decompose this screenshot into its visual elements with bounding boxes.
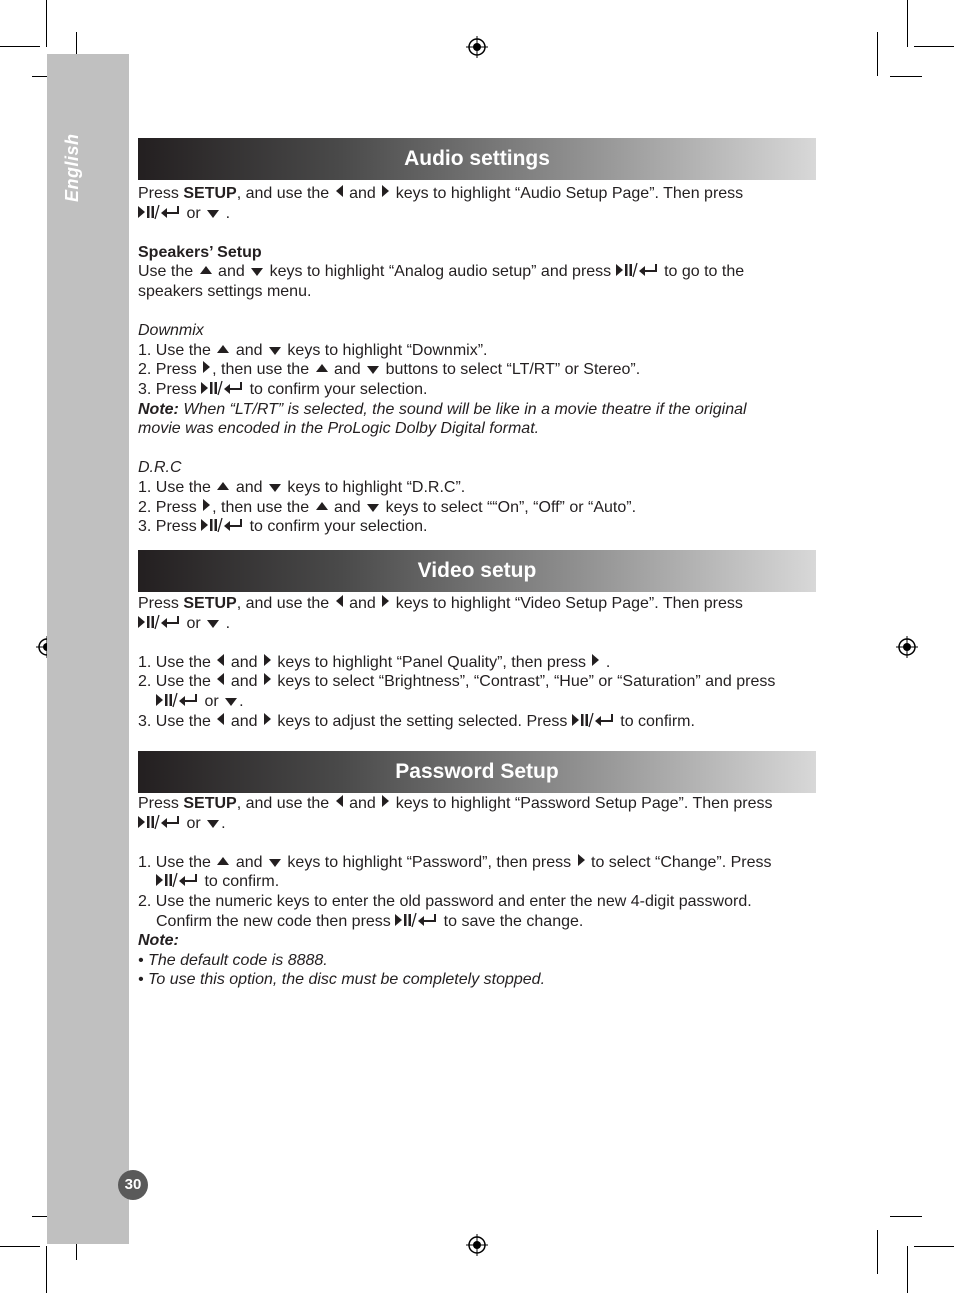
- down-arrow-icon: [251, 268, 263, 276]
- down-arrow-icon: [367, 366, 379, 374]
- up-arrow-icon: [217, 857, 229, 865]
- play-pause-enter-icon: [156, 692, 200, 708]
- crop-mark: [890, 1216, 922, 1217]
- right-arrow-icon: [264, 713, 271, 725]
- down-arrow-icon: [269, 484, 281, 492]
- up-arrow-icon: [316, 364, 328, 372]
- video-section-body: Press SETUP, and use the and keys to highlight “Video Setup Page”. Then press or . 1. Use the and keys to highlight “Panel Quality”, then press . 2. Use the and keys to select “Brightness”, “Contrast”, “Hue” or “Saturation” and press or . 3. Use the and keys to adjust the setting selected. Press to confirm.: [138, 595, 776, 730]
- audio-intro: Press SETUP, and use the and keys to highlight “Audio Setup Page”. Then press: [138, 185, 744, 202]
- crop-mark: [890, 76, 922, 77]
- section-header-audio: [138, 138, 816, 180]
- note-bullet: • The default code is 8888.: [138, 951, 328, 969]
- downmix-note: Note: When “LT/RT” is selected, the sound will be like in a movie theatre if the original: [138, 400, 747, 418]
- crop-mark: [877, 1230, 878, 1274]
- password-section-body: Press SETUP, and use the and keys to highlight “Password Setup Page”. Then press or . 1. Use the and keys to highlight “Password”, then press to select “Change”. Press to confirm. 2. Use the numeric keys to enter the old password and enter the new 4-digit password. Confirm the new code then press to save the change. Note: • The default code is 8888. • To use this option, the disc must be completely stopped.: [138, 794, 828, 990]
- up-arrow-icon: [217, 345, 229, 353]
- crop-mark: [46, 1246, 47, 1293]
- crop-mark: [0, 1246, 40, 1247]
- up-arrow-icon: [217, 482, 229, 490]
- right-arrow-icon: [203, 361, 210, 373]
- registration-mark-icon: [896, 636, 918, 658]
- crop-mark: [907, 1246, 908, 1293]
- down-arrow-icon: [269, 347, 281, 355]
- down-arrow-icon: [269, 859, 281, 867]
- right-arrow-icon: [578, 854, 585, 866]
- right-arrow-icon: [264, 654, 271, 666]
- left-arrow-icon: [336, 185, 343, 197]
- page-number: 30: [118, 1170, 148, 1200]
- play-pause-enter-icon: [138, 614, 182, 630]
- audio-section-body: Press SETUP, and use the and keys to highlight “Audio Setup Page”. Then press or . Speakers’ Setup Use the and keys to highlight “Analog audio setup” and press to go to the speakers settings menu. Downmix 1. Use the and keys to highlight “Downmix”. 2. Press , then use the and buttons to select “LT/RT” or Stereo”. 3. Press to confirm your selection. Note: When “LT/RT” is selected, the sound will be like in a movie theatre if the original movie was encoded in the ProLogic Dolby Digital format. D.R.C 1. Use the and keys to highlight “D.R.C”. 2. Press , then use the and keys to select ““On”, “Off” or “Auto”. 3. Press to confirm your selection.: [138, 184, 828, 537]
- registration-mark-icon: [466, 36, 488, 58]
- drc-heading: D.R.C: [138, 459, 182, 477]
- right-arrow-icon: [592, 654, 599, 666]
- crop-mark: [907, 0, 908, 47]
- crop-mark: [914, 46, 954, 47]
- right-arrow-icon: [382, 595, 389, 607]
- crop-mark: [877, 32, 878, 76]
- play-pause-enter-icon: [156, 872, 200, 888]
- down-arrow-icon: [225, 698, 237, 706]
- crop-mark: [0, 46, 40, 47]
- play-pause-enter-icon: [395, 912, 439, 928]
- left-arrow-icon: [217, 713, 224, 725]
- play-pause-enter-icon: [616, 262, 660, 278]
- up-arrow-icon: [316, 502, 328, 510]
- left-arrow-icon: [217, 673, 224, 685]
- downmix-heading: Downmix: [138, 322, 204, 340]
- right-arrow-icon: [264, 673, 271, 685]
- right-arrow-icon: [382, 795, 389, 807]
- right-arrow-icon: [203, 499, 210, 511]
- right-arrow-icon: [382, 185, 389, 197]
- down-arrow-icon: [367, 504, 379, 512]
- up-arrow-icon: [200, 266, 212, 274]
- down-arrow-icon: [207, 820, 219, 828]
- down-arrow-icon: [207, 210, 219, 218]
- left-arrow-icon: [336, 595, 343, 607]
- play-pause-enter-icon: [572, 712, 616, 728]
- left-arrow-icon: [336, 795, 343, 807]
- crop-mark: [46, 0, 47, 47]
- section-title: Video setup: [417, 559, 537, 582]
- language-label: English: [62, 133, 82, 202]
- play-pause-enter-icon: [201, 517, 245, 533]
- section-header-password: [138, 751, 816, 793]
- speakers-heading: Speakers’ Setup: [138, 243, 262, 261]
- password-note-label: Note:: [138, 932, 179, 950]
- left-arrow-icon: [217, 654, 224, 666]
- play-pause-enter-icon: [138, 814, 182, 830]
- note-bullet: • To use this option, the disc must be completely stopped.: [138, 971, 546, 989]
- section-title: Password Setup: [395, 760, 559, 783]
- section-header-video: [138, 550, 816, 592]
- section-title: Audio settings: [404, 147, 550, 170]
- down-arrow-icon: [207, 620, 219, 628]
- registration-mark-icon: [466, 1234, 488, 1256]
- sidebar-strip: [47, 54, 129, 1244]
- play-pause-enter-icon: [201, 380, 245, 396]
- play-pause-enter-icon: [138, 204, 182, 220]
- crop-mark: [914, 1246, 954, 1247]
